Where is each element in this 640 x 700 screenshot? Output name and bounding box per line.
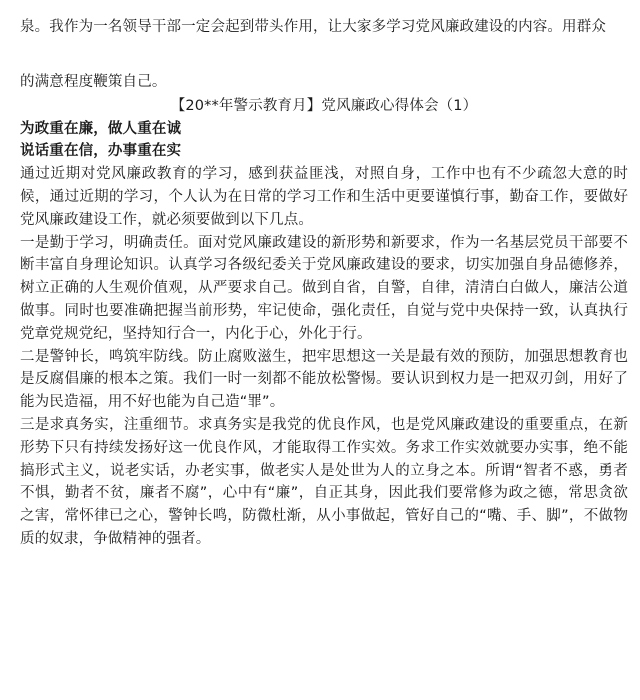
- article-heading-1: 为政重在廉，做人重在诚: [20, 120, 182, 137]
- paragraph-point-3: 三是求真务实，注重细节。求真务实是我党的优良作风，也是党风廉政建设的重要重点，在新形势下只有持续发扬好这一优良作风，才能取得工作实效。务求工作实效就要办实事，绝不能搞形式主义，说老实话，办老实事，做老实人是处世为人的立身之本。所谓“智者不惑，勇者不惧，勤者不贫，廉者不腐”，心中有“廉”，自正其身，因此我们要常修为政之德，常思贪欲之害，常怀律已之心，警钟长鸣，防微杜渐，从小事做起，管好自己的“嘴、手、脚”，不做物质的奴隶，争做精神的强者。: [20, 416, 628, 547]
- previous-article-tail: [20, 16, 628, 39]
- previous-article-ending: 的满意程度鞭策自己。: [20, 74, 167, 90]
- paragraph-point-2: 二是警钟长，鸣筑牢防线。防止腐败滋生，把牢思想这一关是最有效的预防，加强思想教育也是反腐倡廉的根本之策。我们一时一刻都不能放松警惕。要认识到权力是一把双刃剑，用好了能为民造福，用不好也能为自己造“罪”。: [20, 348, 628, 411]
- article-body: [20, 71, 628, 551]
- cropped-top-line: [20, 0, 620, 17]
- paragraph-point-1: 一是勤于学习，明确责任。面对党风廉政建设的新形势和新要求，作为一名基层党员干部要不断丰富自身理论知识。认真学习各级纪委关于党风廉政建设的要求，切实加强自身品德修养，树立正确的人生观价值观，从严要求自己。做到自省，自警，自律，清清白白做人，廉洁公道做事。同时也要准确把握当前形势，牢记使命，强化责任，自觉与党中央保持一致，认真执行党章党规党纪，坚持知行合一，内化于心，外化于行。: [20, 234, 628, 342]
- article-title: 【20**年警示教育月】党风廉政心得体会（1）: [170, 97, 478, 114]
- article-heading-2: 说话重在信，办事重在实: [20, 143, 182, 160]
- partial-text-line: 泉。我作为一名领导干部一定会起到带头作用，让大家多学习党风廉政建设的内容。用群众: [20, 19, 606, 35]
- paragraph-intro: 通过近期对党风廉政教育的学习，感到获益匪浅，对照自身，工作中也有不少疏忽大意的时候，通过近期的学习，个人认为在日常的学习工作和生活中更要谨慎行事，勤奋工作，要做好党风廉政建设工作，就必须要做到以下几点。: [20, 166, 628, 228]
